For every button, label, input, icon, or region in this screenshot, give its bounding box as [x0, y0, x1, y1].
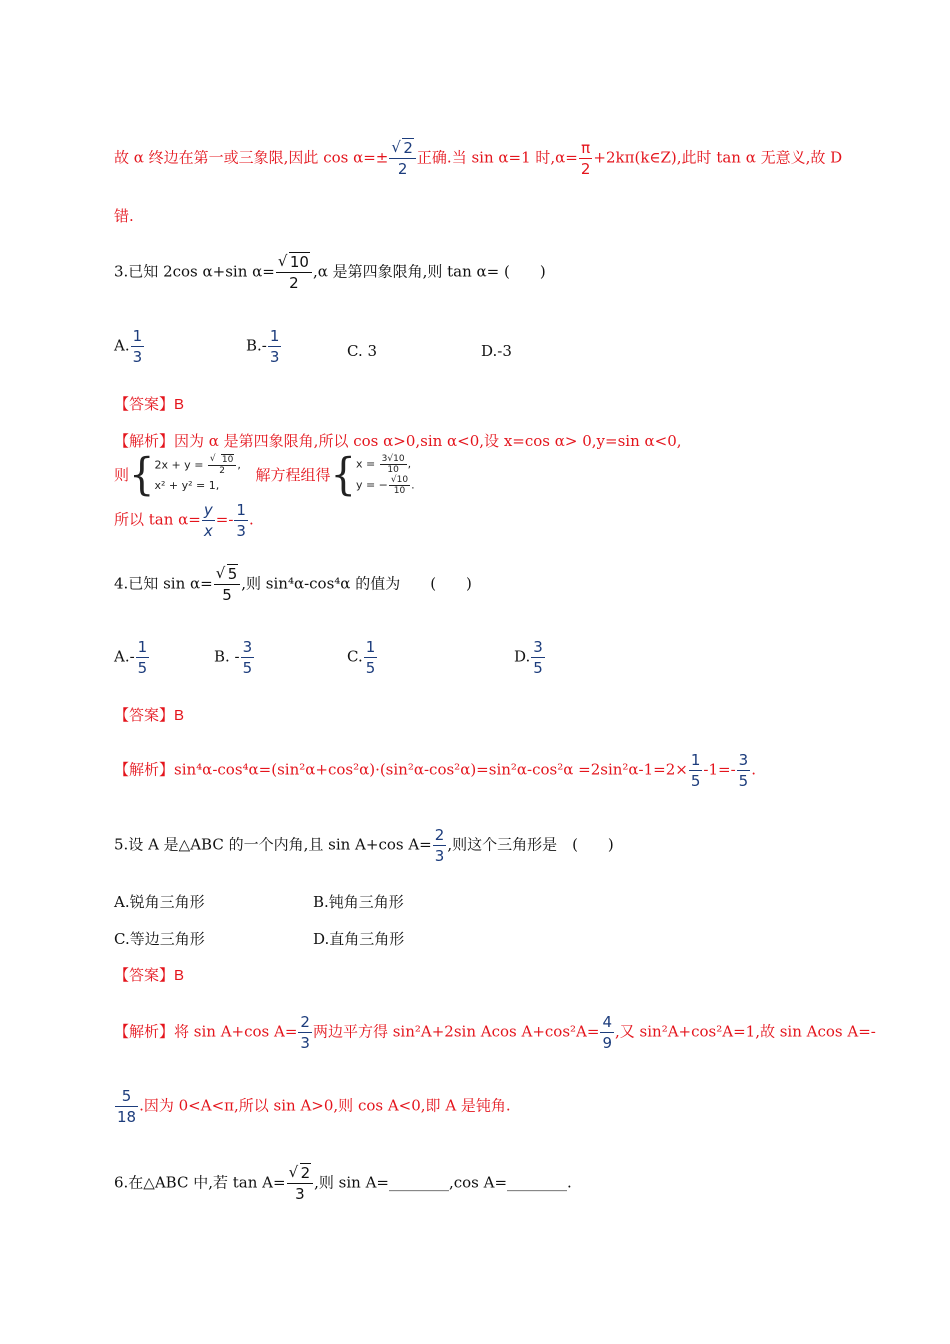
question-5-answer: 【答案】B: [114, 967, 185, 984]
question-5-stem: 5.设 A 是△ABC 的一个内角,且 sin A+cos A= $\frac{2}{3}$ ,则这个三角形是 ( ): [114, 826, 614, 865]
fraction: √ $\frac{2}{2}$: [389, 138, 416, 179]
option-c[interactable]: C. $\frac{1}{5}$: [347, 638, 376, 677]
question-4-analysis: 【解析】sin⁴α-cos⁴α=(sin²α+cos²α)·(sin²α-cos²α)=sin²α-cos²α =2sin²α-1=2× $\frac{1}{5}$ -1=- $\frac{3}{5}$ .: [114, 751, 756, 790]
question-3-analysis-conclusion: 所以 tan α= $\frac{y}{x}$ =- $\frac{1}{3}$ .: [114, 501, 254, 540]
option-b[interactable]: B.- $\frac{1}{3}$: [246, 327, 280, 366]
question-5-analysis-1: 【解析】将 sin A+cos A= $\frac{2}{3}$ 两边平方得 sin²A+2sin Acos A+cos²A= $\frac{4}{9}$ ,又 sin²A+cos²A=1,故 sin Acos A=-: [114, 1013, 876, 1052]
question-3-stem: 3.已知 2cos α+sin α= √ $\frac{10}{2}$ ,α 是第四象限角,则 tan α= ( ): [114, 252, 546, 293]
option-a[interactable]: A. $\frac{1}{3}$: [114, 327, 143, 366]
question-5-analysis-2: $\frac{5}{18}$ .因为 0<A<π,所以 sin A>0,则 cos A<0,即 A 是钝角.: [117, 1087, 511, 1126]
fraction: $\frac{\pi}{2}$: [580, 139, 591, 178]
option-c[interactable]: C. 3: [347, 342, 378, 360]
option-d[interactable]: D. $\frac{3}{5}$: [514, 638, 543, 677]
fraction: √ $\frac{5}{5}$: [214, 564, 241, 605]
equation-system-1: 2x + y = √ $\frac{10}{2}$ , x² + y² = 1,: [154, 455, 249, 496]
question-5-option-d[interactable]: D.直角三角形: [313, 930, 405, 948]
option-b[interactable]: B. - $\frac{3}{5}$: [214, 638, 253, 677]
question-3-analysis-1: 【解析】因为 α 是第四象限角,所以 cos α>0,sin α<0,设 x=cos α> 0,y=sin α<0,: [114, 432, 682, 450]
question-6-stem: 6.在△ABC 中,若 tan A= √ $\frac{2}{3}$ ,则 sin A=________,cos A=________.: [114, 1163, 572, 1204]
question-5-option-b[interactable]: B.钝角三角形: [313, 893, 404, 911]
option-a[interactable]: A.- $\frac{1}{5}$: [114, 638, 148, 677]
question-5-option-c[interactable]: C.等边三角形: [114, 930, 205, 948]
question-4-answer: 【答案】B: [114, 707, 185, 724]
fraction: √ $\frac{10}{2}$: [276, 252, 312, 293]
question-3-analysis-system: 则{ 2x + y = √ $\frac{10}{2}$ , x² + y² = 1, 解方程组得{ x = $\frac{3√10}{10}$ , y = − $\frac{√10}{10}$ .: [114, 454, 415, 496]
continuation-line-2: 错.: [114, 207, 134, 225]
question-5-option-a[interactable]: A.锐角三角形: [114, 893, 205, 911]
continuation-line-1: 故 α 终边在第一或三象限,因此 cos α=± √ $\frac{2}{2}$ 正确.当 sin α=1 时,α= $\frac{\pi}{2}$ +2kπ(k∈Z),此时 tan α 无意义,故 D: [114, 138, 842, 179]
question-4-stem: 4.已知 sin α= √ $\frac{5}{5}$ ,则 sin⁴α-cos⁴α 的值为 ( ): [114, 564, 472, 605]
equation-system-2: x = $\frac{3√10}{10}$ , y = − $\frac{√10}{10}$ .: [355, 454, 415, 496]
question-3-answer: 【答案】B: [114, 396, 185, 413]
option-d[interactable]: D.-3: [481, 342, 512, 360]
